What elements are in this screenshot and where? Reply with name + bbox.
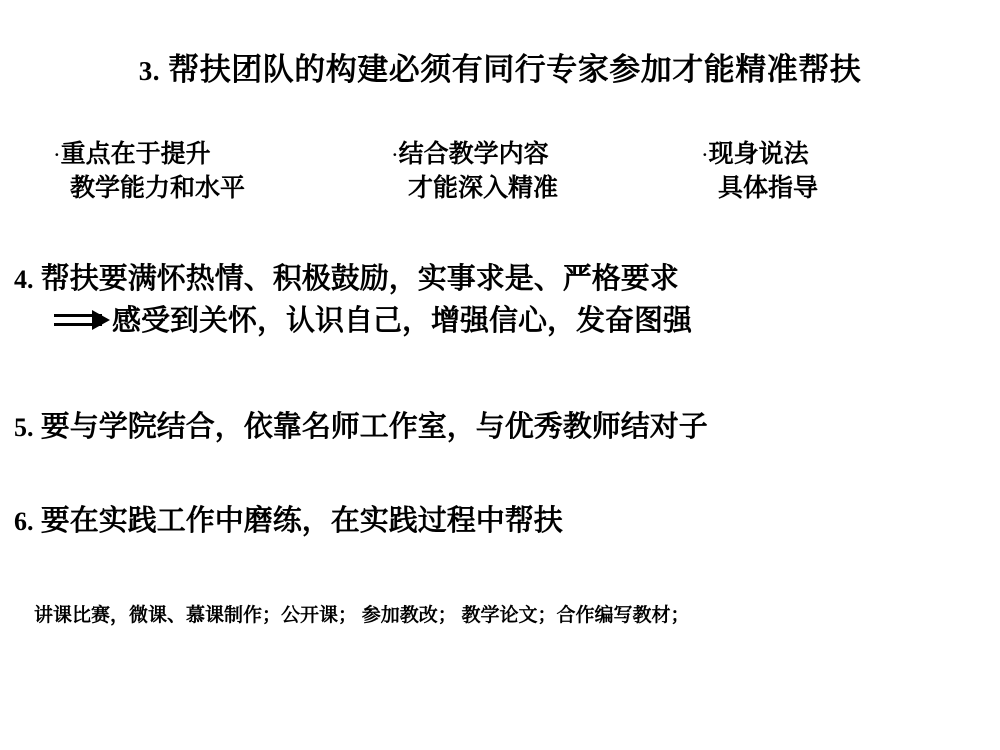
arrow-right-double-icon [54, 310, 112, 332]
bullet-row [0, 138, 1000, 218]
bullet-column-2 [392, 138, 558, 206]
bullet-column-1 [54, 138, 245, 206]
bullet-2-line-2: 才能深入精准 [408, 174, 559, 202]
bullet-1-line-1: 重点在于提升 [60, 141, 211, 168]
list-item-6-text: 要在实践工作中磨练，在实践过程中帮扶 [40, 505, 563, 537]
bullet-column-3 [702, 138, 818, 206]
bullet-dot-icon: · [392, 145, 398, 164]
list-item-5 [14, 404, 984, 445]
list-item-4-sub-text: 感受到关怀，认识自己，增强信心，发奋图强 [112, 305, 693, 338]
bullet-3-line-1: 现身说法 [708, 141, 809, 168]
bullet-1-line-2: 教学能力和水平 [70, 174, 246, 202]
list-item-4-number: 4. [14, 265, 34, 294]
list-item-4-text: 帮扶要满怀热情、积极鼓励，实事求是、严格要求 [40, 263, 679, 295]
bullet-dot-icon: · [702, 145, 708, 164]
bullet-2-line-1: 结合教学内容 [398, 141, 549, 168]
heading-item-3-number: 3. [138, 56, 160, 86]
bullet-dot-icon: · [54, 145, 60, 164]
heading-item-3 [0, 44, 1000, 89]
list-item-6 [14, 498, 984, 539]
list-item-5-text: 要与学院结合，依靠名师工作室，与优秀教师结对子 [40, 411, 708, 443]
heading-item-3-text: 帮扶团队的构建必须有同行专家参加才能精准帮扶 [168, 52, 862, 87]
list-item-6-number: 6. [14, 507, 34, 536]
footnote-text: 讲课比赛，微课、慕课制作；公开课； 参加教改； 教学论文；合作编写教材； [34, 605, 690, 626]
bullet-3-line-2: 具体指导 [718, 174, 819, 202]
list-item-4 [14, 258, 984, 342]
list-item-5-number: 5. [14, 413, 34, 442]
list-item-4-subline [54, 300, 984, 342]
